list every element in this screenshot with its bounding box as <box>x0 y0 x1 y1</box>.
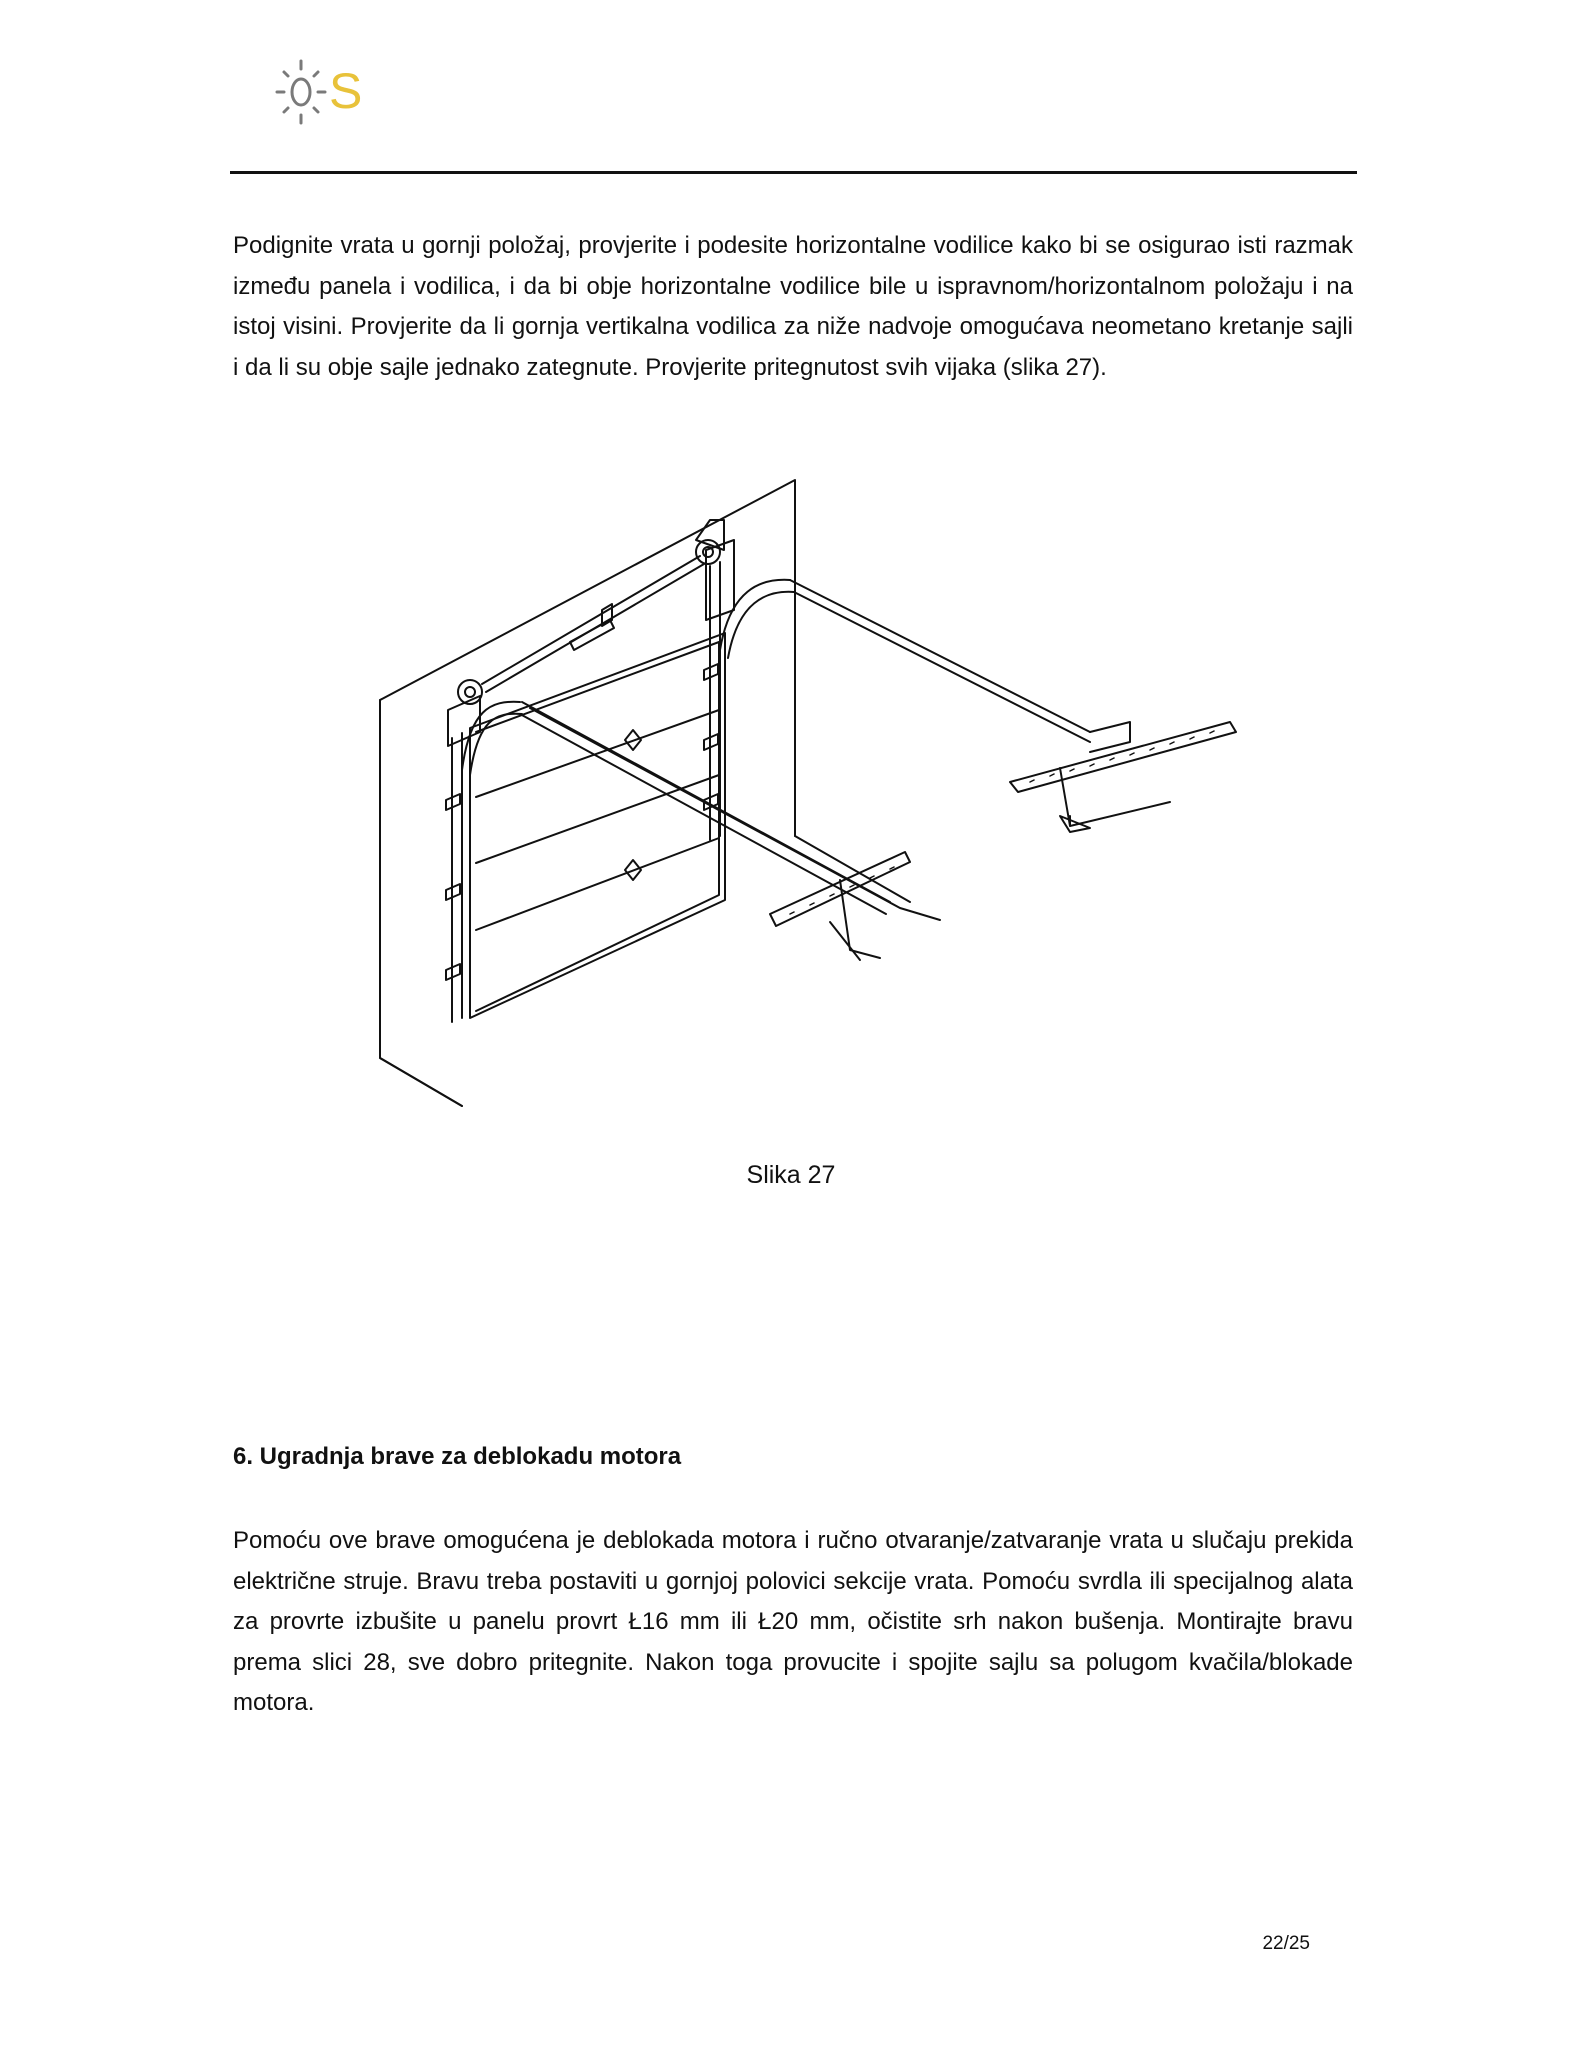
page-number: 22/25 <box>1262 1933 1310 1954</box>
figure-caption: Slika 27 <box>746 1161 836 1189</box>
header-divider <box>230 171 1357 174</box>
section-heading: 6. Ugradnja brave za deblokadu motora <box>233 1443 682 1470</box>
paragraph-lock-install: Pomoću ove brave omogućena je deblokada motora i ručno otvaranje/zatvaranje vrata u slučaju prekida električne struje. Bravu treba postaviti u gornjoj polovici sekcije vrata. Pomoću svrdla ili specijalnog alata za provrte izbušite u panelu provrt Ł16 mm ili Ł20 mm, očistite srh nakon bušenja. Montirajte bravu prema slici 28, sve dobro pritegnite. Nakon toga provucite i spojite sajlu sa polugom kvačila/blokade motora. <box>233 1527 1353 1716</box>
garage-door-illustration <box>370 470 1250 1120</box>
garage-door-diagram <box>370 470 1250 1120</box>
company-logo <box>275 55 385 135</box>
paragraph-adjust-tracks: Podignite vrata u gornji položaj, provjerite i podesite horizontalne vodilice kako bi se osigurao isti razmak između panela i vodilica, i da bi obje horizontalne vodilice bile u ispravnom/horizontalnom položaju i na istoj visini. Provjerite da li gornja vertikalna vodilica za niže nadvoje omogućava neometano kretanje sajli i da li su obje sajle jednako zategnute. Provjerite pritegnutost svih vijaka (slika 27). <box>233 232 1353 381</box>
logo-letter: S <box>329 63 363 119</box>
sun-icon <box>275 55 331 135</box>
